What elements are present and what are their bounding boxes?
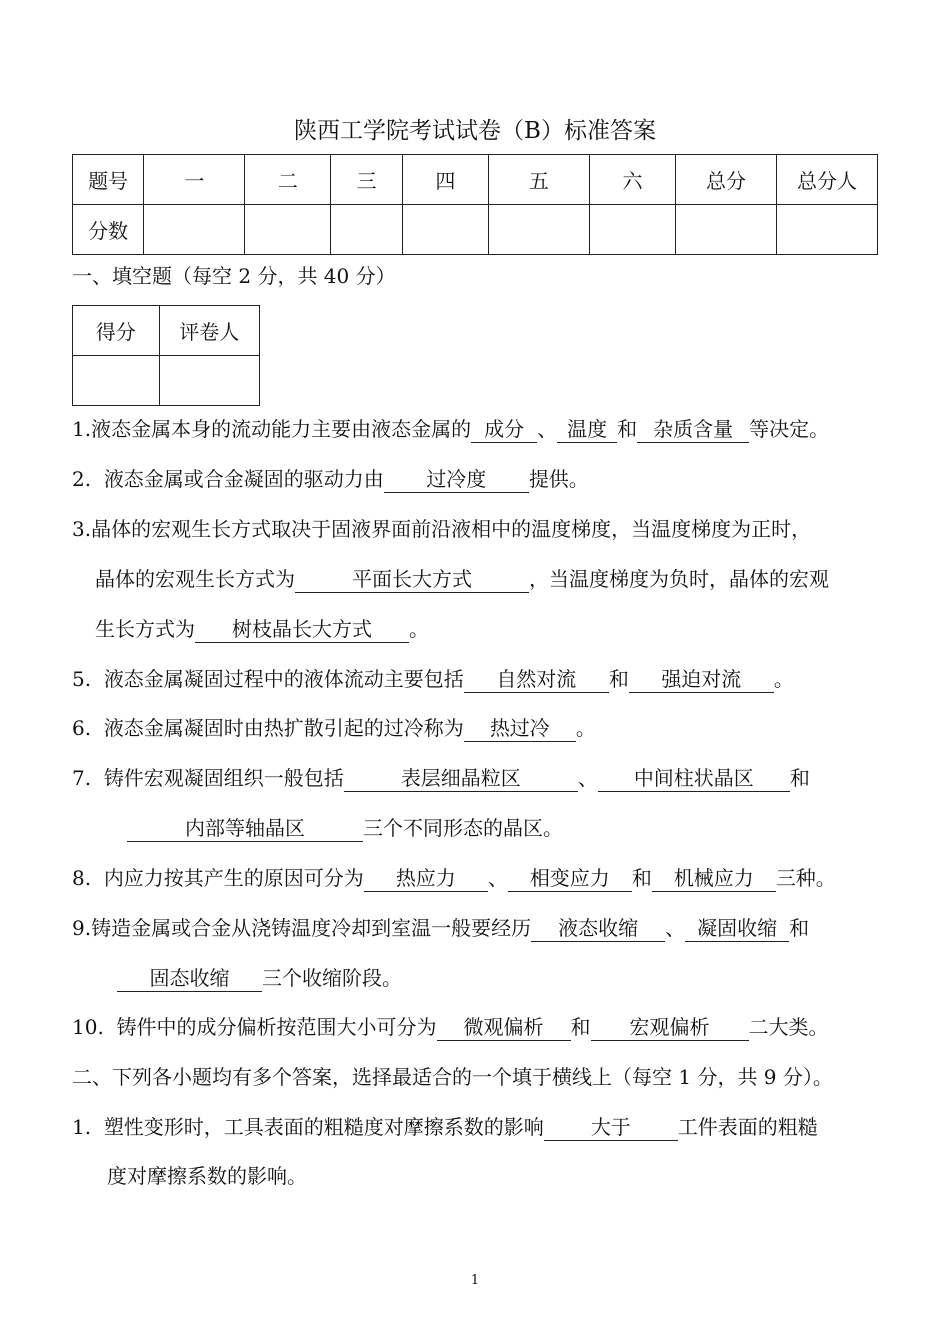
table-cell: 得分 xyxy=(73,306,160,356)
answer-blank[interactable]: 温度 xyxy=(557,416,617,443)
score-cell[interactable] xyxy=(402,205,488,255)
answer-blank[interactable]: 中间柱状晶区 xyxy=(598,765,790,792)
table-cell: 评卷人 xyxy=(159,306,259,356)
table-cell: 总分人 xyxy=(776,155,877,205)
page-title: 陕西工学院考试试卷（B）标准答案 xyxy=(294,118,656,144)
table-cell: 一 xyxy=(144,155,245,205)
table-cell: 四 xyxy=(402,155,488,205)
answer-blank[interactable]: 内部等轴晶区 xyxy=(127,815,363,842)
answer-blank[interactable]: 宏观偏析 xyxy=(591,1014,749,1041)
answer-blank[interactable]: 热过冷 xyxy=(464,715,576,742)
score-cell[interactable] xyxy=(589,205,675,255)
question-10: 10. 铸件中的成分偏析按范围大小可分为 微观偏析 和 宏观偏析 二大类。 xyxy=(72,1015,829,1039)
table-cell: 六 xyxy=(589,155,675,205)
section2-question-1-line-1: 1. 塑性变形时，工具表面的粗糙度对摩擦系数的影响 大于 工件表面的粗糙 xyxy=(72,1115,818,1139)
score-table-header-row xyxy=(73,155,878,205)
question-1: 1.液态金属本身的流动能力主要由液态金属的 成分 、 温度 和 杂质含量 等决定。 xyxy=(72,417,830,441)
question-3-line-1: 3.晶体的宏观生长方式取决于固液界面前沿液相中的温度梯度，当温度梯度为正时， xyxy=(72,517,812,541)
score-cell[interactable] xyxy=(73,356,160,406)
table-cell: 分数 xyxy=(73,205,144,255)
question-7-line-1: 7. 铸件宏观凝固组织一般包括 表层细晶粒区 、 中间柱状晶区 和 xyxy=(72,766,810,790)
score-cell[interactable] xyxy=(776,205,877,255)
table-cell: 题号 xyxy=(73,155,144,205)
score-cell[interactable] xyxy=(144,205,245,255)
table-cell: 总分 xyxy=(676,155,777,205)
answer-blank[interactable]: 表层细晶粒区 xyxy=(344,765,578,792)
question-6: 6. 液态金属凝固时由热扩散引起的过冷称为 热过冷 。 xyxy=(72,716,596,740)
question-3-line-3: 生长方式为 树枝晶长大方式 。 xyxy=(95,617,429,641)
score-cell[interactable] xyxy=(488,205,589,255)
answer-blank[interactable]: 自然对流 xyxy=(464,666,609,693)
answer-blank[interactable]: 凝固收缩 xyxy=(685,915,789,942)
question-7-line-2: 内部等轴晶区 三个不同形态的晶区。 xyxy=(127,814,563,842)
answer-blank[interactable]: 平面长大方式 xyxy=(295,566,529,593)
answer-blank[interactable]: 大于 xyxy=(544,1114,678,1141)
score-cell[interactable] xyxy=(331,205,402,255)
table-cell: 二 xyxy=(245,155,331,205)
answer-blank[interactable]: 成分 xyxy=(471,416,537,443)
answer-blank[interactable]: 树枝晶长大方式 xyxy=(195,616,409,643)
question-9-line-1: 9.铸造金属或合金从浇铸温度冷却到室温一般要经历 液态收缩 、 凝固收缩 和 xyxy=(72,916,810,940)
question-8: 8. 内应力按其产生的原因可分为 热应力 、 相变应力 和 机械应力 三种。 xyxy=(72,866,836,890)
answer-blank[interactable]: 强迫对流 xyxy=(629,666,774,693)
question-2: 2. 液态金属或合金凝固的驱动力由 过冷度 提供。 xyxy=(72,467,589,491)
answer-blank[interactable]: 固态收缩 xyxy=(117,965,262,992)
table-cell: 五 xyxy=(488,155,589,205)
table-cell: 三 xyxy=(331,155,402,205)
section2-heading: 二、下列各小题均有多个答案，选择最适合的一个填于横线上（每空 1 分，共 9 分）。 xyxy=(72,1065,833,1089)
section1-heading: 一、填空题（每空 2 分，共 40 分） xyxy=(72,264,396,288)
grader-table xyxy=(72,305,260,406)
score-table-score-row xyxy=(73,205,878,255)
answer-blank[interactable]: 相变应力 xyxy=(508,865,632,892)
score-table xyxy=(72,154,878,255)
grader-cell[interactable] xyxy=(159,356,259,406)
answer-blank[interactable]: 液态收缩 xyxy=(531,915,665,942)
answer-blank[interactable]: 热应力 xyxy=(364,865,488,892)
question-3-line-2: 晶体的宏观生长方式为 平面长大方式 ，当温度梯度为负时，晶体的宏观 xyxy=(95,567,829,591)
score-cell[interactable] xyxy=(676,205,777,255)
question-9-line-2: 固态收缩 三个收缩阶段。 xyxy=(117,964,402,992)
answer-blank[interactable]: 机械应力 xyxy=(652,865,776,892)
section2-question-1-line-2: 度对摩擦系数的影响。 xyxy=(107,1164,307,1188)
question-5: 5. 液态金属凝固过程中的液体流动主要包括 自然对流 和 强迫对流 。 xyxy=(72,667,794,691)
answer-blank[interactable]: 过冷度 xyxy=(384,466,529,493)
answer-blank[interactable]: 杂质含量 xyxy=(637,416,749,443)
answer-blank[interactable]: 微观偏析 xyxy=(437,1014,571,1041)
score-cell[interactable] xyxy=(245,205,331,255)
page-number: 1 xyxy=(470,1273,480,1288)
